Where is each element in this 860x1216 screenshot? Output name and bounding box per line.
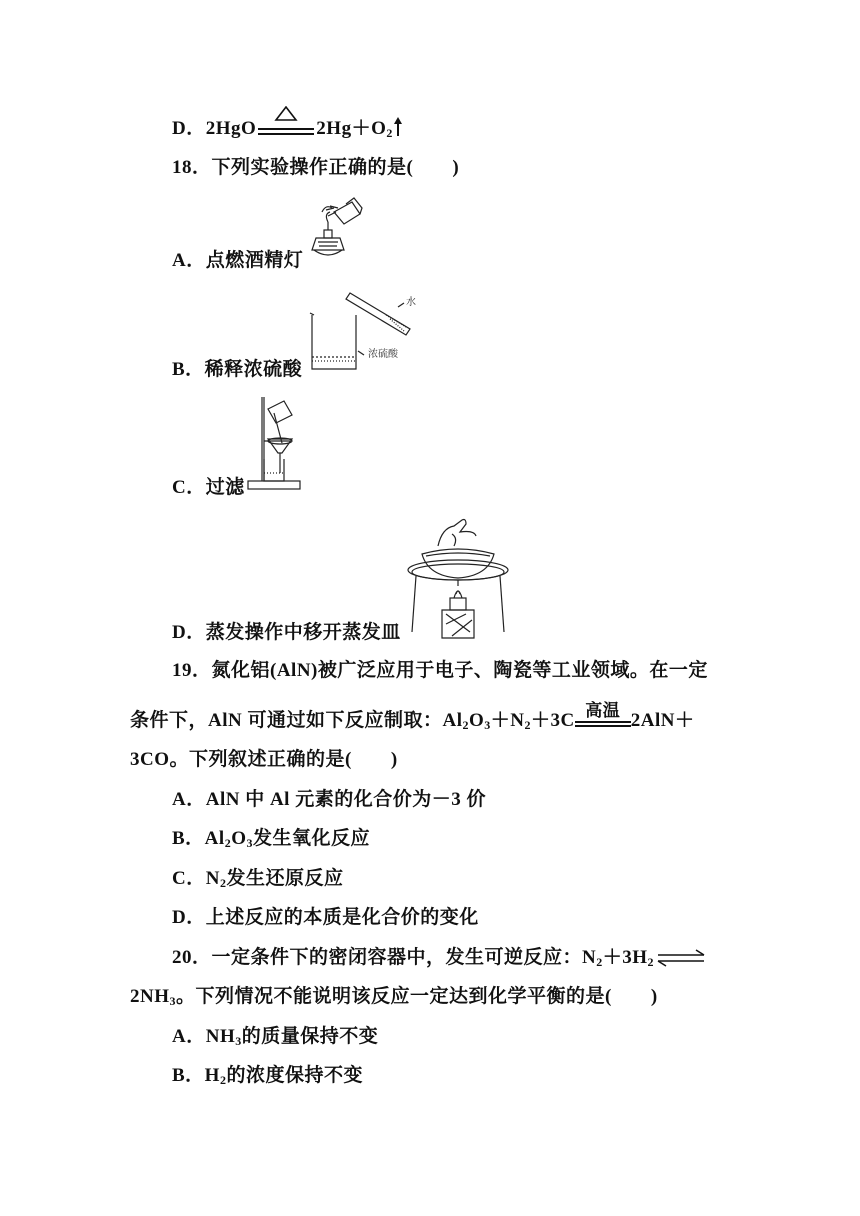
q20-b-a: B．H bbox=[172, 1065, 220, 1086]
q20-sub-n2: 2 bbox=[596, 955, 603, 969]
q19-option-c bbox=[172, 866, 343, 892]
reaction-condition-heat bbox=[256, 116, 316, 142]
q19-c-b: 发生还原反应 bbox=[226, 868, 344, 889]
q20-line1 bbox=[172, 945, 708, 971]
q19-line2-c: ＋N bbox=[490, 710, 525, 731]
q20-b-sub: 2 bbox=[219, 1073, 227, 1087]
q19-line2-a: 条件下，AlN 可通过如下反应制取：Al bbox=[130, 710, 463, 731]
q19-b-b: O bbox=[231, 828, 247, 849]
q20-line1-b: ＋3H bbox=[602, 947, 648, 968]
q20-a-sub: 3 bbox=[235, 1034, 242, 1048]
q20-option-b bbox=[172, 1063, 363, 1089]
fig-label-conc-acid: 浓硫酸 bbox=[368, 349, 398, 360]
q18-option-b: B．稀释浓硫酸 bbox=[172, 359, 303, 380]
q20-line2-b: 。下列情况不能说明该反应一定达到化学平衡的是( ) bbox=[176, 986, 658, 1007]
condition-text: 高温 bbox=[585, 701, 621, 720]
q19-b-sub2: 3 bbox=[246, 836, 253, 850]
q20-line2 bbox=[130, 984, 658, 1010]
q18-option-a: A．点燃酒精灯 bbox=[172, 250, 304, 271]
q19-c-a: C．N bbox=[172, 868, 220, 889]
q19-option-b bbox=[172, 826, 370, 852]
q20-sub-nh3: 3 bbox=[169, 994, 176, 1008]
evaporation-setup-figure bbox=[402, 514, 514, 640]
q19-sub-n2: 2 bbox=[524, 718, 531, 732]
q18-option-c: C．过滤 bbox=[172, 477, 245, 498]
q17-d-product: 2Hg＋O bbox=[316, 118, 387, 139]
heat-triangle-icon bbox=[274, 106, 298, 122]
q19-line3: 3CO。下列叙述正确的是( ) bbox=[130, 749, 398, 770]
q20-line1-a: 20．一定条件下的密闭容器中，发生可逆反应：N bbox=[172, 947, 597, 968]
q17-option-d bbox=[172, 116, 403, 142]
q17-d-product-sub: 2 bbox=[386, 126, 393, 140]
diluting-sulfuric-acid-figure bbox=[306, 285, 426, 375]
filtration-setup-figure bbox=[244, 393, 310, 495]
q17-d-label: D． bbox=[172, 118, 206, 139]
reversible-arrow-icon bbox=[654, 945, 708, 971]
reaction-condition-high-temp bbox=[575, 701, 631, 734]
q20-a-a: A．NH bbox=[172, 1026, 236, 1047]
q19-b-sub1: 2 bbox=[224, 836, 232, 850]
q20-line2-a: 2NH bbox=[130, 986, 170, 1007]
q20-b-b: 的浓度保持不变 bbox=[226, 1065, 363, 1086]
q17-d-reactant: 2HgO bbox=[205, 118, 257, 139]
q20-sub-h2: 2 bbox=[647, 955, 655, 969]
q19-b-a: B．Al bbox=[172, 828, 225, 849]
lighting-alcohol-lamp-figure bbox=[304, 194, 370, 266]
fig-label-water: 水 bbox=[406, 297, 416, 308]
q18-stem: 18．下列实验操作正确的是( ) bbox=[172, 157, 460, 178]
q19-line2 bbox=[130, 701, 695, 734]
q19-sub-o3: 3 bbox=[484, 718, 491, 732]
q19-line2-b: O bbox=[468, 710, 485, 731]
q19-sub-al2: 2 bbox=[462, 718, 469, 732]
q19-c-sub: 2 bbox=[219, 876, 227, 890]
q19-line2-d: ＋3C bbox=[531, 710, 575, 731]
q19-line2-e: 2AlN＋ bbox=[630, 710, 695, 731]
gas-arrow-icon bbox=[393, 117, 403, 137]
q20-option-a bbox=[172, 1024, 378, 1050]
q19-option-d: D．上述反应的本质是化合价的变化 bbox=[172, 907, 479, 928]
q19-b-c: 发生氧化反应 bbox=[252, 828, 370, 849]
q18-option-d: D．蒸发操作中移开蒸发皿 bbox=[172, 622, 401, 643]
q20-a-b: 的质量保持不变 bbox=[241, 1026, 379, 1047]
q19-line1: 19．氮化铝(AlN)被广泛应用于电子、陶瓷等工业领域。在一定 bbox=[172, 660, 708, 681]
q19-option-a: A．AlN 中 Al 元素的化合价为－3 价 bbox=[172, 789, 486, 810]
